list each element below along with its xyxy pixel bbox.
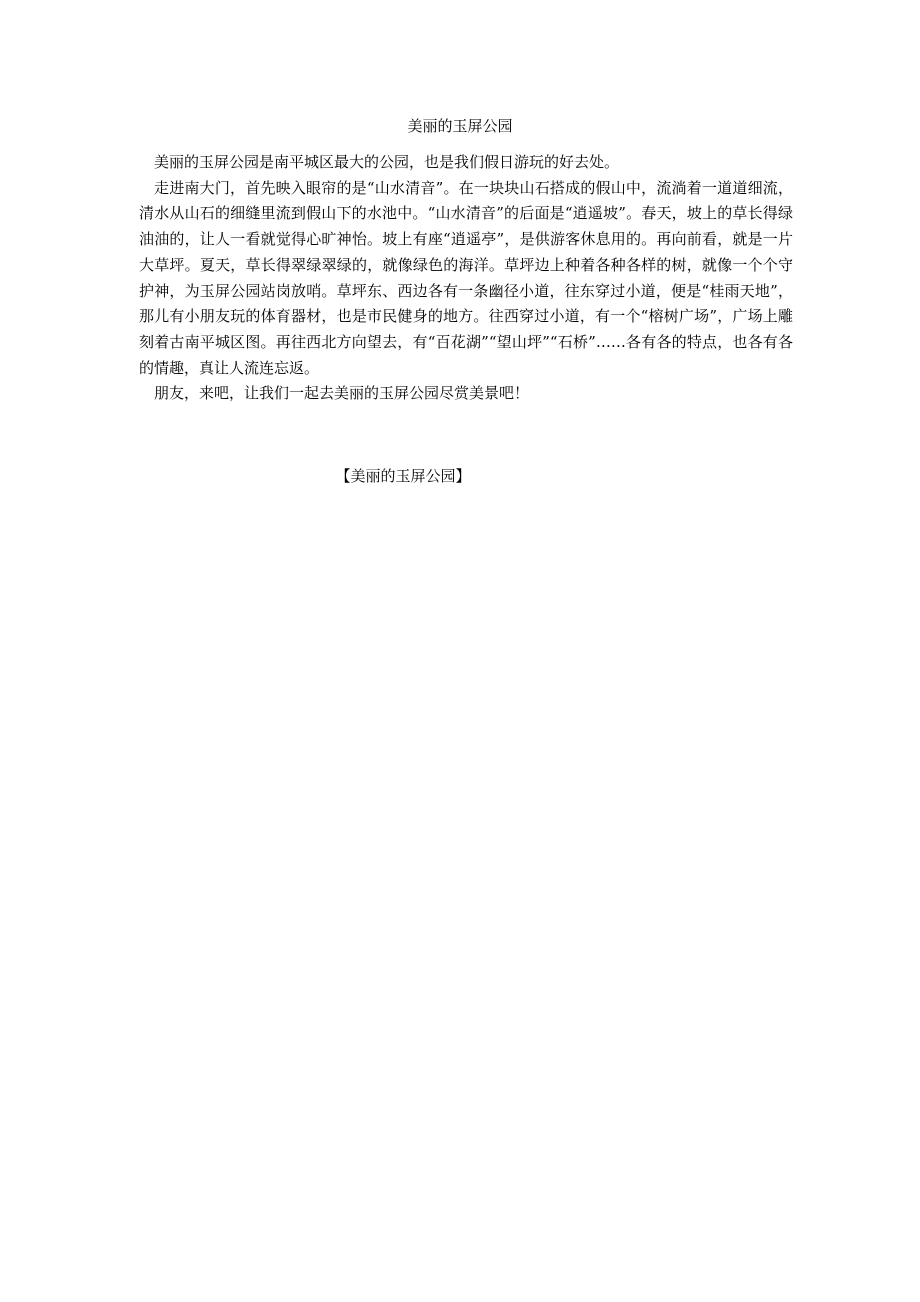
paragraph-invitation: 朋友，来吧，让我们一起去美丽的玉屏公园尽赏美景吧！ (154, 384, 530, 403)
paragraph-description: 走进南大门，首先映入眼帘的是“山水清音”。在一块块山石搭成的假山中，流淌着一道道细流，清水从山石的细缝里流到假山下的水池中。“山水清音”的后面是“逍遥坡”。春天，坡上的草长得绿油油的，让人一看就觉得心旷神怡。坡上有座“逍遥亭”，是供游客休息用的。再向前看，就是一片大草坪。夏天，草长得翠绿翠绿的，就像绿色的海洋。草坪边上种着各种各样的树，就像一个个守护神，为玉屏公园站岗放哨。草坪东、西边各有一条幽径小道，往东穿过小道，便是“桂雨天地”，那儿有小朋友玩的体育器材，也是市民健身的地方。往西穿过小道，有一个“榕树广场”，广场上雕刻着古南平城区图。再往西北方向望去，有“百花湖”“望山坪”“石桥”……各有各的特点，也各有各的情趣，真让人流连忘返。 (139, 178, 793, 377)
document-title: 美丽的玉屏公园 (407, 117, 513, 135)
document-body (139, 150, 793, 407)
paragraph-intro: 美丽的玉屏公园是南平城区最大的公园，也是我们假日游玩的好去处。 (154, 153, 620, 171)
footer-title: 【美丽的玉屏公园】 (335, 467, 471, 485)
